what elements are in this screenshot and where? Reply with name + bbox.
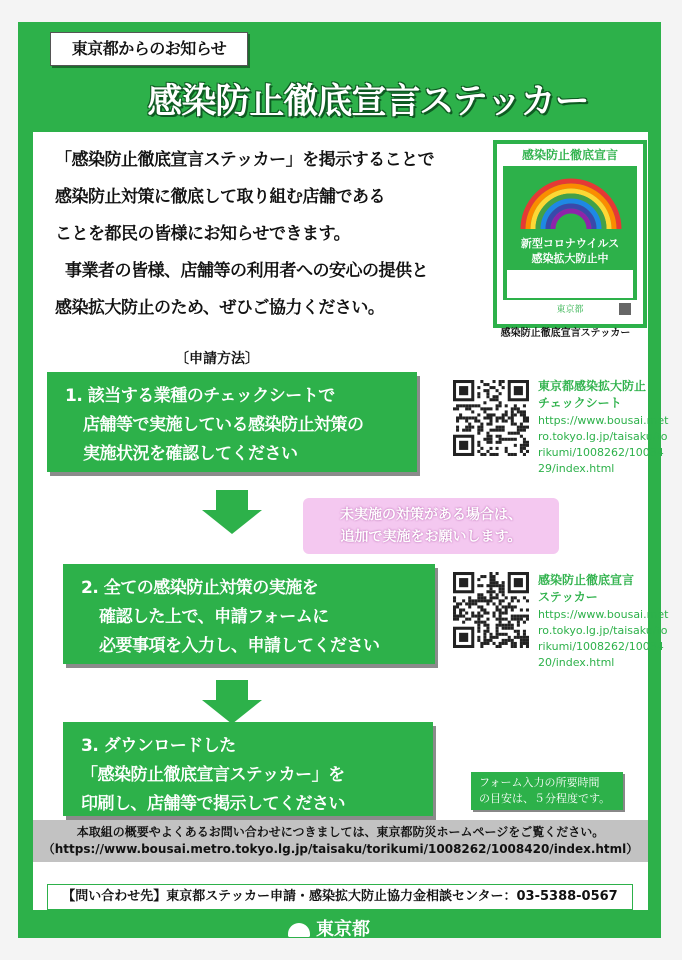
step-line: 「感染防止徹底宣言ステッカー」を [81, 765, 345, 785]
step-line: 2. 全ての感染防止対策の実施を [81, 578, 319, 598]
content-panel [33, 132, 669, 910]
step-2-box [63, 564, 435, 664]
pink-note-line: 未実施の対策がある場合は、 [340, 507, 522, 523]
arrow-head [202, 510, 262, 534]
step-line: 必要事項を入力し、申請してください [99, 636, 380, 656]
link-title [538, 378, 670, 412]
link-sticker[interactable] [538, 572, 670, 671]
step-line: 印刷し、店舗等で掲示してください [81, 794, 345, 814]
step-3-box [63, 722, 433, 816]
footer-logo-text: 東京都 [316, 919, 370, 940]
pink-note-line: 追加で実施をお願いします。 [340, 529, 522, 545]
rainbow-arc [553, 211, 589, 229]
poster [18, 22, 669, 940]
qr-code-icon[interactable] [453, 380, 529, 456]
sticker-title: 感染防止徹底宣言 [521, 148, 618, 162]
sticker-qr-icon [619, 303, 631, 315]
sticker-image [493, 140, 647, 328]
link-title-line: ステッカー [538, 590, 598, 604]
sticker-text [503, 236, 637, 266]
footer-logo [288, 916, 370, 944]
arrow-head [202, 700, 262, 724]
link-title-line: チェックシート [538, 396, 622, 410]
link-url[interactable]: https://www.bousai.metro.tokyo.lg.jp/taisaku/torikumi/1008262/1008429/index.html [538, 414, 669, 475]
notice-tag: 東京都からのお知らせ [50, 32, 248, 66]
sticker-footer: 東京都 [503, 300, 637, 320]
link-title [538, 572, 670, 606]
intro-text [55, 142, 485, 327]
link-title-line: 感染防止徹底宣言 [538, 573, 635, 587]
step-line: 実施状況を確認してください [83, 444, 298, 464]
time-note-line: の目安は、５分程度です。 [479, 792, 611, 805]
time-note [471, 772, 623, 810]
step-1-box [47, 372, 417, 472]
link-url[interactable]: https://www.bousai.metro.tokyo.lg.jp/taisaku/torikumi/1008262/1008420/index.html [538, 608, 669, 669]
info-line: 本取組の概要やよくあるお問い合わせにつきましては、東京都防災ホームページをご覧ください。 [76, 825, 605, 839]
arrow-shaft [216, 490, 248, 510]
step-line: 3. ダウンロードした [81, 736, 236, 756]
contact-info: 【問い合わせ先】東京都ステッカー申請・感染拡大防止協力金相談センター：03-5388-0567 [47, 884, 633, 910]
info-bar [33, 820, 648, 862]
ginkgo-leaf-icon [288, 923, 310, 937]
step-line: 1. 該当する業種のチェックシートで [65, 386, 335, 406]
sticker-line: 感染拡大防止中 [531, 252, 609, 265]
sticker-caption: 感染防止徹底宣言ステッカー [500, 328, 631, 339]
page-title: 感染防止徹底宣言ステッカー [147, 82, 589, 122]
intro-line: 事業者の皆様、店舗等の利用者への安心の提供と [65, 261, 428, 281]
sticker-body [503, 166, 637, 320]
info-url[interactable]: （https://www.bousai.metro.tokyo.lg.jp/taisaku/torikumi/1008262/1008420/index.html） [42, 842, 639, 856]
arrow-shaft [216, 680, 248, 700]
step-line: 店舗等で実施している感染防止対策の [83, 415, 364, 435]
sticker-blank-area [507, 270, 633, 298]
pink-note [303, 498, 559, 554]
step-line: 確認した上で、申請フォームに [99, 607, 329, 627]
rainbow-icon [519, 171, 623, 231]
sticker-line: 新型コロナウイルス [520, 237, 620, 250]
link-checksheet[interactable] [538, 378, 670, 477]
link-title-line: 東京都感染拡大防止 [538, 379, 647, 393]
intro-line: 感染拡大防止のため、ぜひご協力ください。 [55, 298, 385, 318]
intro-line: 感染防止対策に徹底して取り組む店舗である [55, 187, 385, 207]
intro-line: ことを都民の皆様にお知らせできます。 [55, 224, 351, 244]
method-label: 〔申請方法〕 [175, 351, 259, 367]
time-note-line: フォーム入力の所要時間 [479, 776, 600, 789]
qr-code-icon[interactable] [453, 572, 529, 648]
intro-line: 「感染防止徹底宣言ステッカー」を掲示することで [55, 150, 435, 170]
